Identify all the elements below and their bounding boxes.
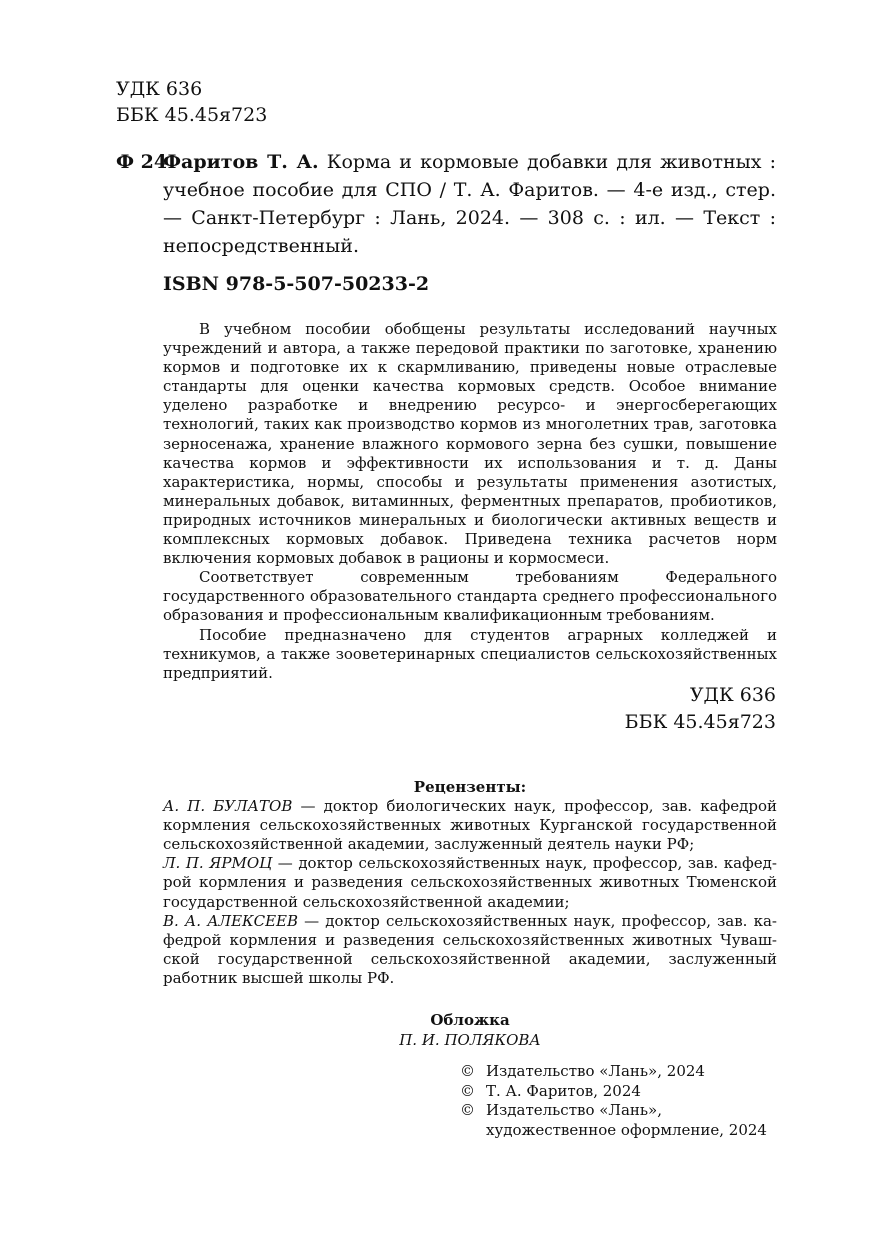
reviewer-name: В. А. АЛЕКСЕЕВ bbox=[163, 911, 299, 930]
annotation bbox=[163, 320, 777, 683]
copyright-icon: © bbox=[460, 1062, 475, 1080]
isbn: ISBN 978-5-507-50233-2 bbox=[163, 273, 430, 295]
copyright-text: Т. А. Фаритов, 2024 bbox=[486, 1081, 641, 1100]
copyright-text: Издательство «Лань», 2024 bbox=[486, 1062, 705, 1080]
bbk-code: ББК 45.45я723 bbox=[116, 104, 268, 126]
reviewers-heading: Рецензенты: bbox=[413, 778, 527, 796]
classification-block bbox=[116, 76, 267, 128]
copyright-text: Издательство «Лань», художественное оформление, 2024 bbox=[486, 1101, 767, 1139]
classification-block-right bbox=[600, 682, 776, 736]
copyright-line bbox=[460, 1082, 780, 1102]
cover-credit bbox=[163, 1010, 777, 1050]
author-mark: Ф 24 bbox=[116, 151, 168, 173]
annotation-paragraph: Соответствует современным требованиям Федерального государственного образовательного стандарта среднего профессионального образования и профессиональным квалификационным требованиям. bbox=[163, 568, 777, 625]
bibliographic-entry bbox=[116, 148, 776, 260]
reviewer-name: А. П. БУЛАТОВ bbox=[163, 797, 293, 816]
bbk-code: ББК 45.45я723 bbox=[624, 711, 776, 733]
cover-artist: П. И. ПОЛЯКОВА bbox=[399, 1031, 541, 1049]
title-description: Корма и кормовые добавки для животных : учебное пособие для СПО / Т. А. Фаритов. — 4-е изд., стер. — Санкт-Петербург : Лань, 2024. — 308 с. : ил. — Текст : непосредственный. bbox=[163, 151, 776, 257]
reviewers-section bbox=[163, 778, 777, 988]
reviewer-entry bbox=[163, 797, 777, 854]
annotation-paragraph: В учебном пособии обобщены результаты исследований научных учреждений и автора, а также передовой практики по заготовке, хранению кормов и подготовке их к скармливанию, приведены новые отраслевые стандарты для оценки качества кормовых средств. Особое внимание уделено разработке и внедрению ресурсо- и энергосберегающих технологий, таких как производство кормов из многолетних трав, заготовка зерносенажа, хранение влажного кормового зерна без сушки, повышение качества кормов и эффективности их использования и т. д. Даны характеристика, нормы, способы и результаты применения азотистых, минеральных добавок, витаминных, ферментных препаратов, пробиотиков, природных источников минеральных и биологически активных веществ и комплексных кормовых добавок. Приведена техника расчетов норм включения кормовых добавок в рационы и кормосмеси. bbox=[163, 320, 777, 568]
annotation-paragraph: Пособие предназначено для студентов аграрных колледжей и техникумов, а также зооветеринарных специалистов сельскохозяйственных предприятий. bbox=[163, 625, 777, 682]
reviewer-details: — доктор сельскохозяйственных наук, профессор, зав. кафедрой кормления и разведения сельскохозяйственных животных Чувашской государственной сельскохозяйственной академии, заслуженный работник высшей школы РФ. bbox=[163, 911, 777, 987]
bibliographic-description bbox=[163, 148, 776, 260]
author-name: Фаритов Т. А. bbox=[163, 151, 319, 173]
copyright-icon: © bbox=[460, 1081, 475, 1100]
copyright-block bbox=[460, 1062, 780, 1140]
udk-code: УДК 636 bbox=[689, 684, 776, 706]
reviewer-details: — доктор биологических наук, профессор, зав. кафедрой кормления сельскохозяйственных животных Курганской государственной сельскохозяйственной академии, заслуженный деятель науки РФ; bbox=[163, 797, 778, 854]
udk-code: УДК 636 bbox=[116, 78, 203, 100]
reviewer-entry bbox=[163, 854, 777, 911]
reviewer-details: — доктор сельскохозяйственных наук, профессор, зав. кафедрой кормления и разведения сельскохозяйственных животных Тюменской государственной сельскохозяйственной академии; bbox=[163, 854, 777, 911]
reviewer-entry bbox=[163, 912, 777, 988]
copyright-icon: © bbox=[460, 1101, 475, 1119]
copyright-line bbox=[460, 1101, 780, 1140]
copyright-line bbox=[460, 1062, 780, 1082]
cover-label: Обложка bbox=[430, 1011, 510, 1029]
reviewer-name: Л. П. ЯРМОЦ bbox=[163, 854, 273, 873]
